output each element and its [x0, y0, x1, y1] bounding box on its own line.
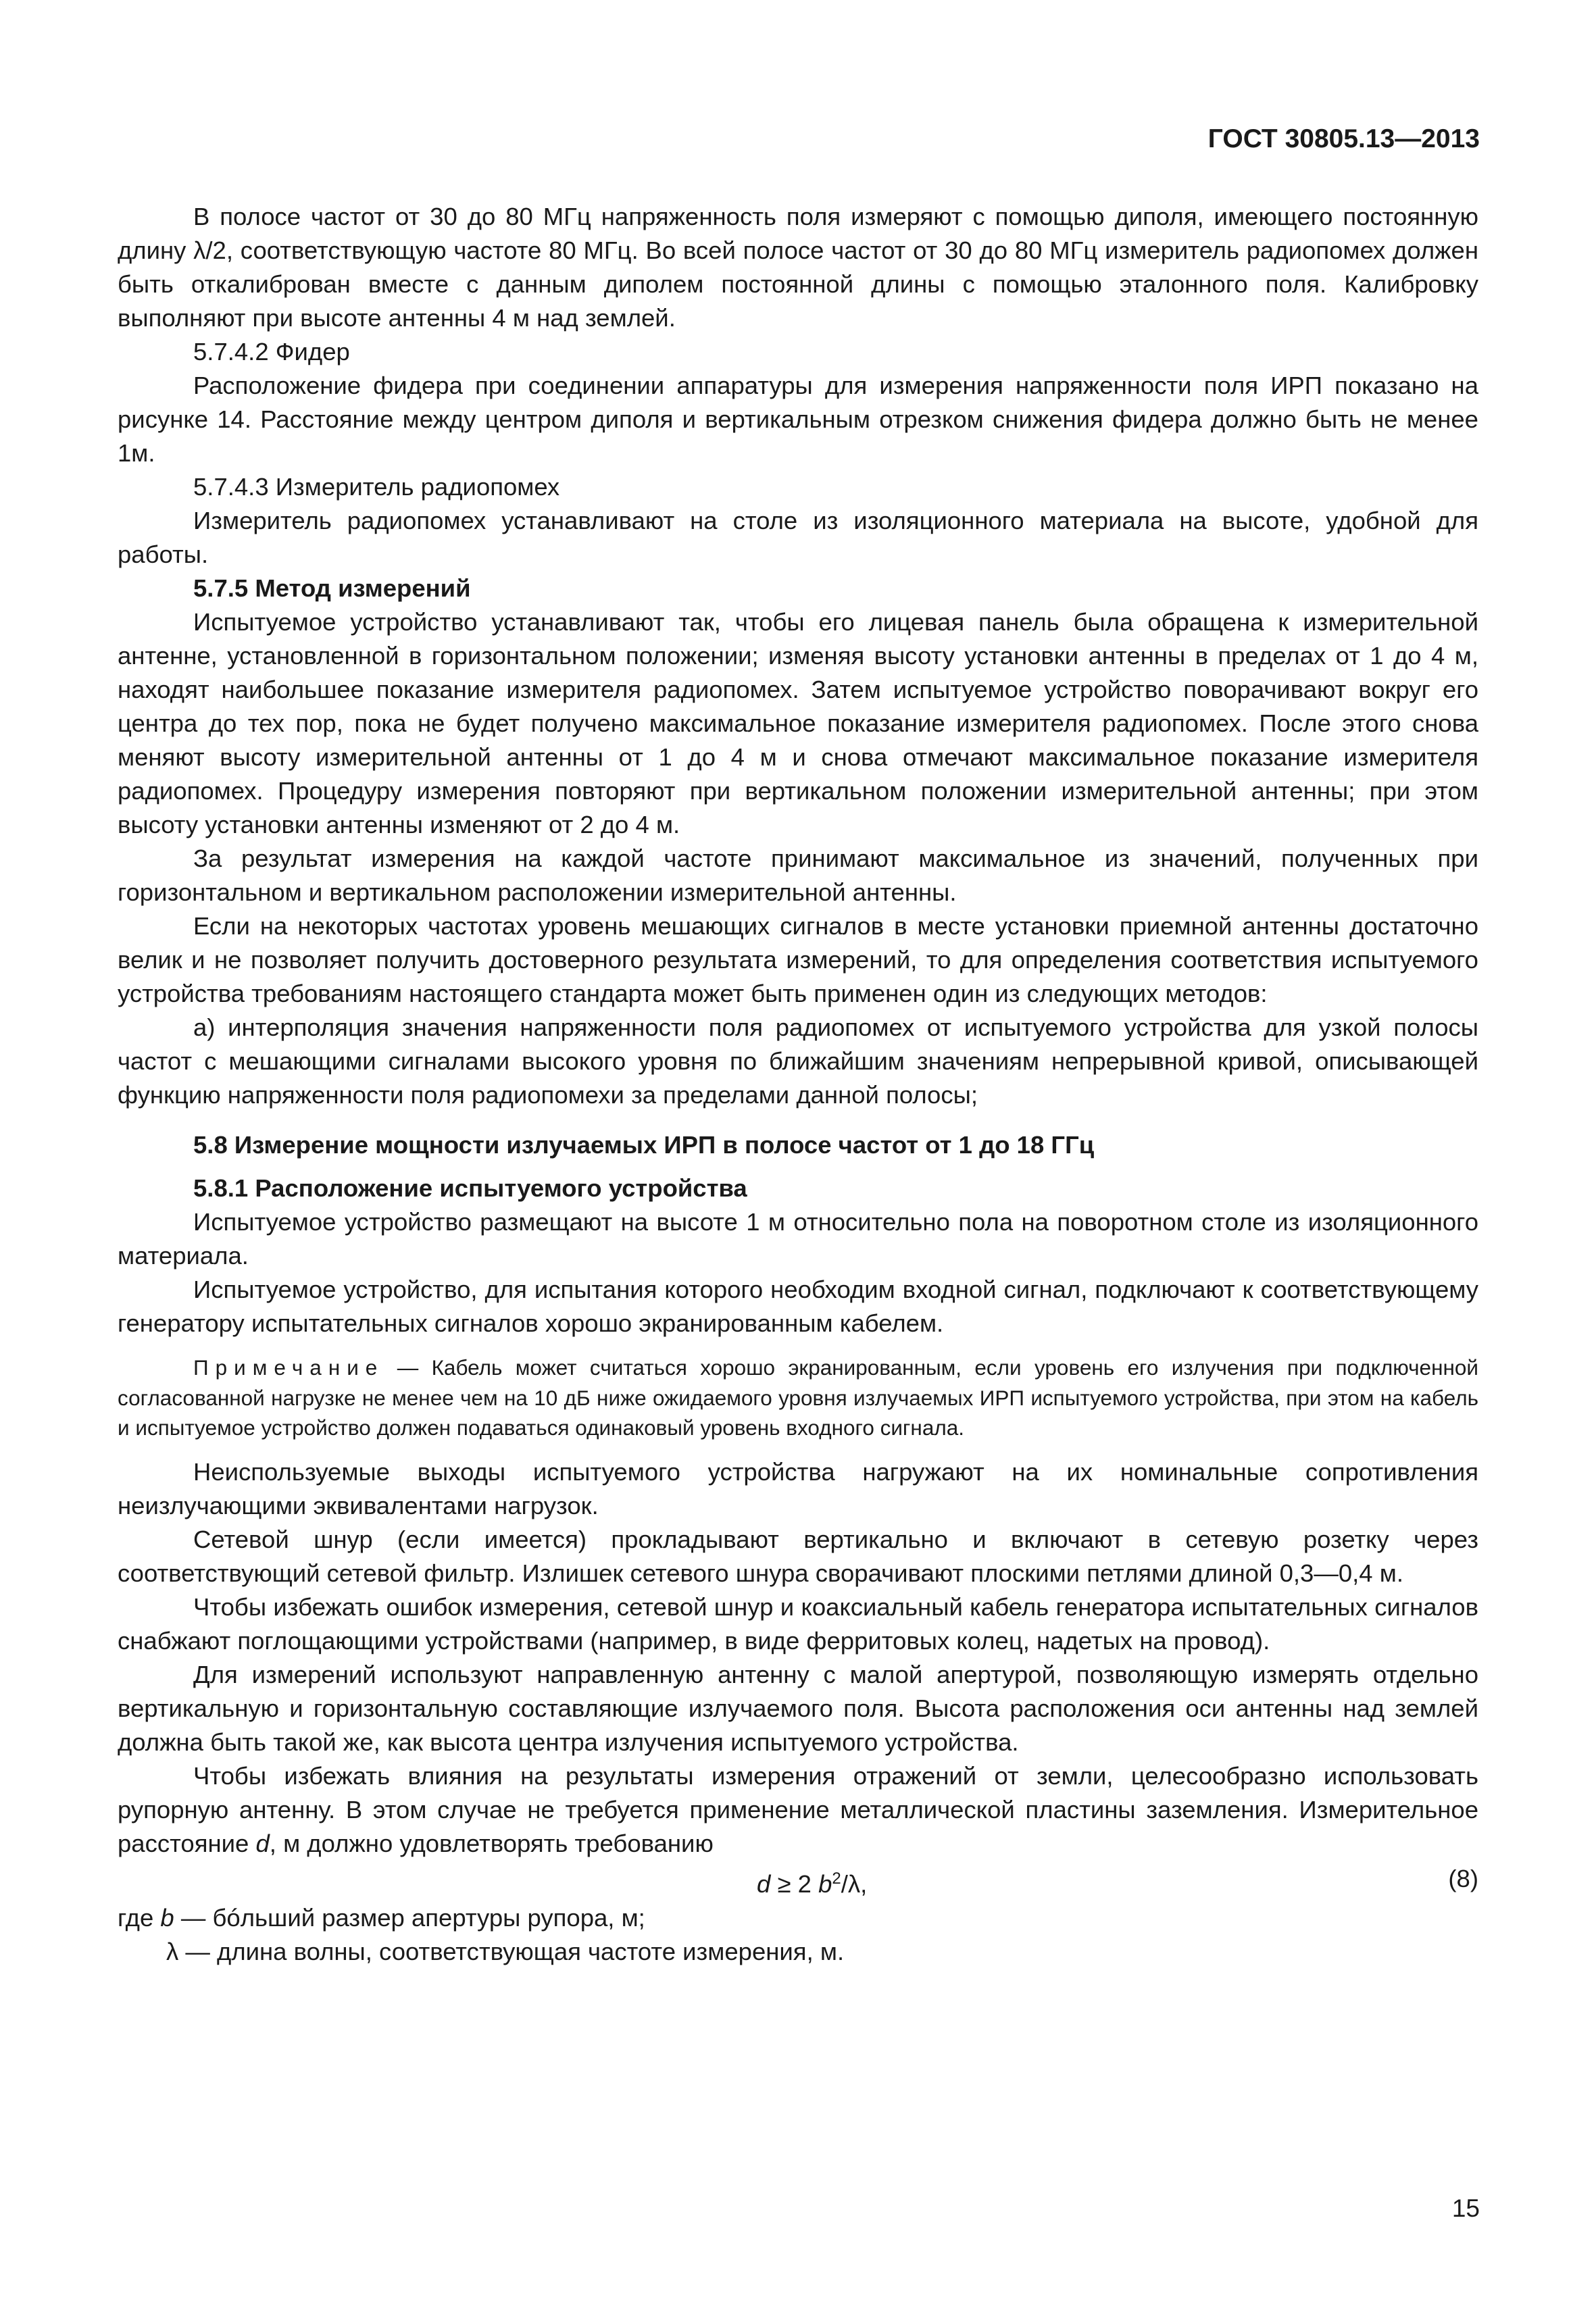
paragraph: Расположение фидера при соединении аппаратуры для измерения напряженности поля ИРП показано на рисунке 14. Расстояние между центром диполя и вертикальным отрезком снижения фидера должно быть не менее 1м.	[118, 372, 1478, 467]
paragraph: Если на некоторых частотах уровень мешающих сигналов в месте установки приемной антенны достаточно велик и не позволяет получить достоверного результата измерений, то для определения соответствия испытуемого устройства требованиям настоящего стандарта может быть применен один из следующих методов:	[118, 912, 1478, 1007]
paragraph: Испытуемое устройство устанавливают так, чтобы его лицевая панель была обращена к измерительной антенне, установленной в горизонтальном положении; изменяя высоту установки антенны в пределах от 1 до 4 м, находят наибольшее показание измерителя радиопомех. Затем испытуемое устройство поворачивают вокруг его центра до тех пор, пока не будет получено максимальное показание измерителя радиопомех. После этого снова меняют высоту измерительной антенны от 1 до 4 м и снова отмечают максимальное показание измерителя радиопомех. Процедуру измерения повторяют при вертикальном положении измерительной антенны; при этом высоту установки антенны изменяют от 2 до 4 м.	[118, 608, 1478, 838]
section-heading: 5.8 Измерение мощности излучаемых ИРП в полосе частот от 1 до 18 ГГц	[193, 1131, 1095, 1159]
paragraph: Чтобы избежать ошибок измерения, сетевой шнур и коаксиальный кабель генератора испытательных сигналов снабжают поглощающими устройствами (например, в виде ферритовых колец, надетых на провод).	[118, 1592, 1478, 1655]
paragraph: Испытуемое устройство размещают на высоте 1 м относительно пола на поворотном столе из изоляционного материала.	[118, 1208, 1478, 1269]
subsection-heading: 5.7.4.2 Фидер	[193, 338, 350, 366]
doc-code-header: ГОСТ 30805.13—2013	[1207, 124, 1480, 153]
note	[118, 1353, 1478, 1443]
formula-number: (8)	[1448, 1864, 1478, 1892]
legend-var: b	[160, 1903, 174, 1932]
subsection-heading: 5.7.4.3 Измеритель радиопомех	[193, 473, 560, 501]
formula-var: d	[757, 1869, 771, 1898]
formula	[118, 1862, 1478, 1898]
section-heading: 5.7.5 Метод измерений	[193, 574, 471, 602]
page-number: 15	[1451, 2194, 1480, 2222]
paragraph: Испытуемое устройство, для испытания которого необходим входной сигнал, подключают к соответствующему генератору испытательных сигналов хорошо экранированным кабелем.	[118, 1276, 1478, 1337]
page-content	[118, 200, 1478, 1969]
note-text: — Кабель может считаться хорошо экранированным, если уровень его излучения при подключенной согласованной нагрузке не менее чем на 10 дБ ниже ожидаемого уровня излучаемых ИРП испытуемого устройства, при этом на кабель и испытуемое устройство должен подаваться одинаковый уровень входного сигнала.	[118, 1355, 1478, 1440]
formula-relation: ≥ 2	[770, 1869, 819, 1898]
variable: d	[255, 1829, 270, 1857]
paragraph: За результат измерения на каждой частоте принимают максимальное из значений, полученных при горизонтальном и вертикальном расположении измерительной антенны.	[118, 845, 1478, 906]
paragraph: Неиспользуемые выходы испытуемого устройства нагружают на их номинальные сопротивления неизлучающими эквивалентами нагрузок.	[118, 1457, 1478, 1519]
legend-where: где	[118, 1903, 161, 1932]
paragraph	[118, 1759, 1478, 1861]
paragraph: Для измерений используют направленную антенну с малой апертурой, позволяющую измерять отдельно вертикальную и горизонтальную составляющие излучаемого поля. Высота расположения оси антенны над землей должна быть такой же, как высота центра излучения испытуемого устройства.	[118, 1660, 1478, 1756]
paragraph-text: , м должно удовлетворять требованию	[269, 1829, 714, 1857]
paragraph: Измеритель радиопомех устанавливают на столе из изоляционного материала на высоте, удобной для работы.	[118, 507, 1478, 568]
note-label: Примечание	[193, 1355, 384, 1380]
paragraph-text: Чтобы избежать влияния на результаты измерения отражений от земли, целесообразно использовать рупорную антенну. В этом случае не требуется применение металлической пластины заземления. Измерительное расстояние	[118, 1761, 1478, 1857]
section-heading: 5.8.1 Расположение испытуемого устройства	[193, 1174, 747, 1202]
legend-line: λ — длина волны, соответствующая частоте измерения, м.	[166, 1937, 845, 1965]
formula-tail: /λ,	[841, 1869, 868, 1898]
formula-var: b	[818, 1869, 832, 1898]
formula-expression	[757, 1862, 867, 1901]
formula-exponent: 2	[832, 1869, 841, 1888]
paragraph: В полосе частот от 30 до 80 МГц напряженность поля измеряют с помощью диполя, имеющего постоянную длину λ/2, соответствующую частоте 80 МГц. Во всей полосе частот от 30 до 80 МГц измеритель радиопомех должен быть откалиброван вместе с данным диполем постоянной длины с помощью эталонного поля. Калибровку выполняют при высоте антенны 4 м над землей.	[118, 203, 1478, 332]
legend-line	[118, 1901, 1478, 1935]
paragraph: Сетевой шнур (если имеется) прокладывают вертикально и включают в сетевую розетку через соответствующий сетевой фильтр. Излишек сетевого шнура сворачивают плоскими петлями длиной 0,3—0,4 м.	[118, 1525, 1478, 1587]
legend-text: — бóльший размер апертуры рупора, м;	[174, 1903, 645, 1932]
list-item: а) интерполяция значения напряженности поля радиопомех от испытуемого устройства для узкой полосы частот с мешающими сигналами высокого уровня по ближайшим значениям непрерывной кривой, описывающей функцию напряженности поля радиопомехи за пределами данной полосы;	[118, 1013, 1478, 1109]
